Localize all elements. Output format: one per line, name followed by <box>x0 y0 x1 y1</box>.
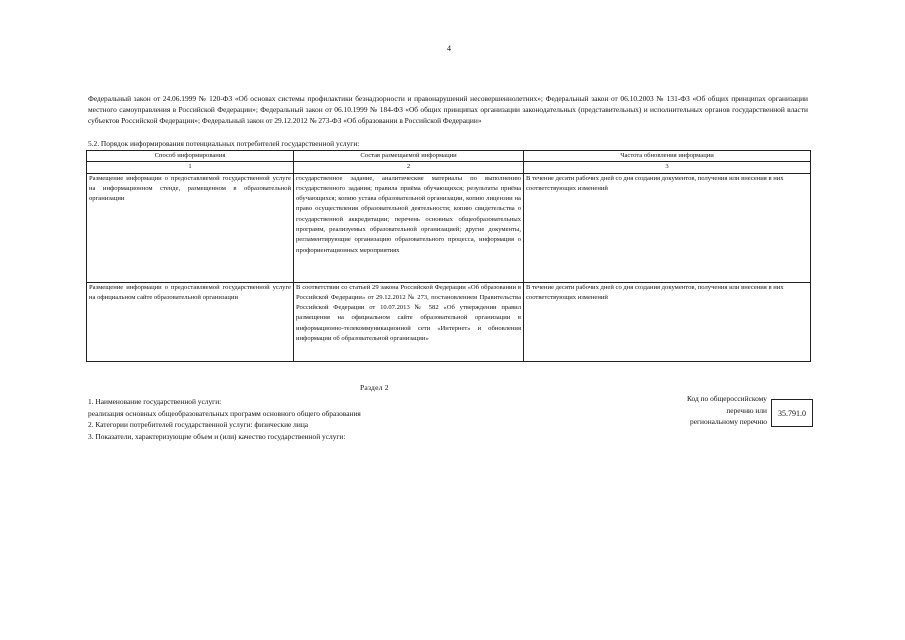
section-2-heading: Раздел 2 <box>360 383 389 392</box>
cell-frequency: В течение десяти рабочих дней со дня создания документов, получения или внесения в них соответствующих изменений <box>524 282 811 361</box>
cell-frequency: В течение десяти рабочих дней со дня создания документов, получения или внесения в них соответствующих изменений <box>524 173 811 282</box>
table-row <box>87 282 811 361</box>
cell-method: Размещение информации о предоставляемой государственной услуге на информационном стенде, размещенном в образовательной организации <box>87 173 294 282</box>
intro-legal-references: Федеральный закон от 24.06.1999 № 120-ФЗ «Об основах системы профилактики безнадзорности и правонарушений несовершеннолетних»; Федеральный закон от 06.10.2003 № 131-ФЗ «Об общих принципах организации местного самоуправления в Российской Федерации»; Федеральный закон от 06.10.1999 № 184-ФЗ «Об общих принципах организации законодательных (представительных) и исполнительных органов государственной власти субъектов Российской Федерации»; Федеральный закон от 29.12.2012 № 273-ФЗ «Об образовании в Российской Федерации» <box>88 94 808 125</box>
cell-method: Размещение информации о предоставляемой государственной услуге на официальном сайте образовательной организации <box>87 282 294 361</box>
table-number-row <box>87 162 811 173</box>
cell-content: В соответствии со статьей 29 закона Российской Федерации «Об образовании в Российской Федерации» от 29.12.2012 № 273, постановлением Правительства Российской Федерации от 10.07.2013 № 582 «Об утверждении правил размещения на официальном сайте образовательной организации в информационно-телекоммуникационной сети «Интернет» и обновления информации об образовательной организации» <box>294 282 524 361</box>
cell-content: государственное задание, аналитические материалы по выполнению государственного задания; правила приёма обучающихся; результаты приёма обучающихся; копию устава образовательной организации, копию лицензии на право осуществления образовательной деятельности; копию свидетельства о государственной аккредитации; перечень основных общеобразовательных программ, реализуемых образовательной организацией; другие документы, регламентирующие организацию образовательного процесса, информация о профориентационных мероприятиях <box>294 173 524 282</box>
indicators-label: 3. Показатели, характеризующие объем и (или) качество государственной услуги: <box>88 431 346 441</box>
consumer-categories: 2. Категории потребителей государственной услуги: физические лица <box>88 420 309 429</box>
section-2-lines <box>88 396 648 442</box>
section-title: 5.2. Порядок информирования потенциальных потребителей государственной услуги: <box>88 139 360 148</box>
table-header-row <box>87 151 811 162</box>
registry-code-value: 35.791.0 <box>771 399 813 427</box>
service-name-label: 1. Наименование государственной услуги: <box>88 397 222 406</box>
table-row <box>87 173 811 282</box>
page-number: 4 <box>447 44 451 53</box>
column-number: 2 <box>294 162 524 173</box>
column-number: 1 <box>87 162 294 173</box>
service-name-value: реализация основных общеобразовательных программ основного общего образования <box>88 408 361 418</box>
header-content: Состав размещаемой информации <box>294 151 524 162</box>
header-method: Способ информирования <box>87 151 294 162</box>
registry-code-label: Код по общероссийскому перечню или региональному перечню <box>686 394 767 426</box>
column-number: 3 <box>524 162 811 173</box>
header-frequency: Частота обновления информации <box>524 151 811 162</box>
informing-table <box>86 150 811 362</box>
